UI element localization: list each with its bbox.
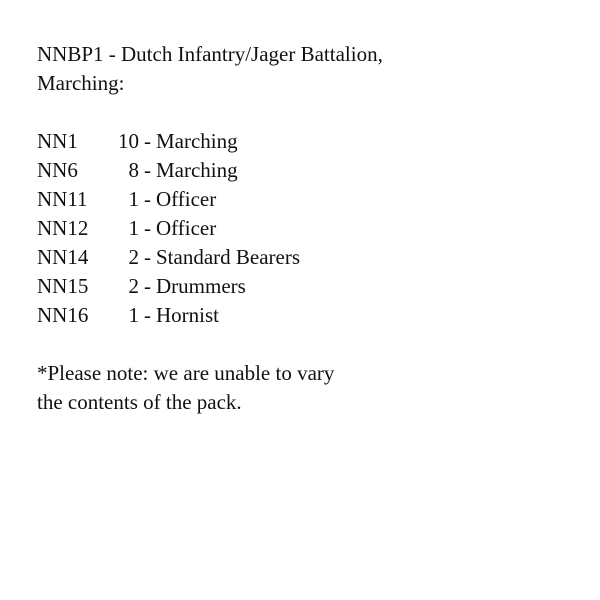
item-description: Standard Bearers xyxy=(156,245,301,269)
item-description: Marching xyxy=(156,158,238,182)
item-quantity: 8 xyxy=(128,158,139,182)
pack-note: *Please note: we are unable to vary the contents of the pack. xyxy=(37,361,335,414)
item-description: Officer xyxy=(156,216,217,240)
item-code: NN12 xyxy=(37,216,89,240)
item-description: Drummers xyxy=(156,274,246,298)
item-code: NN14 xyxy=(37,245,89,269)
item-quantity: 2 xyxy=(128,274,139,298)
item-quantity: 1 xyxy=(128,216,139,240)
item-separator: - xyxy=(144,158,151,182)
item-quantity: 1 xyxy=(128,187,139,211)
item-quantity: 10 xyxy=(118,129,139,153)
item-separator: - xyxy=(144,129,151,153)
item-description: Officer xyxy=(156,187,217,211)
list-item xyxy=(37,301,600,330)
item-separator: - xyxy=(144,216,151,240)
list-item xyxy=(37,272,600,301)
list-item xyxy=(37,185,600,214)
list-item xyxy=(37,156,600,185)
item-code: NN16 xyxy=(37,303,89,327)
item-description: Marching xyxy=(156,129,238,153)
item-code: NN11 xyxy=(37,187,88,211)
item-quantity: 1 xyxy=(128,303,139,327)
pack-title: NNBP1 - Dutch Infantry/Jager Battalion, Marching: xyxy=(37,42,383,95)
list-item xyxy=(37,214,600,243)
item-separator: - xyxy=(144,187,151,211)
item-code: NN6 xyxy=(37,158,78,182)
list-item xyxy=(37,127,600,156)
item-code: NN15 xyxy=(37,274,89,298)
item-separator: - xyxy=(144,274,151,298)
item-code: NN1 xyxy=(37,129,78,153)
item-description: Hornist xyxy=(156,303,219,327)
item-quantity: 2 xyxy=(128,245,139,269)
item-separator: - xyxy=(144,245,151,269)
list-item xyxy=(37,243,600,272)
item-separator: - xyxy=(144,303,151,327)
pack-item-list xyxy=(37,127,600,330)
